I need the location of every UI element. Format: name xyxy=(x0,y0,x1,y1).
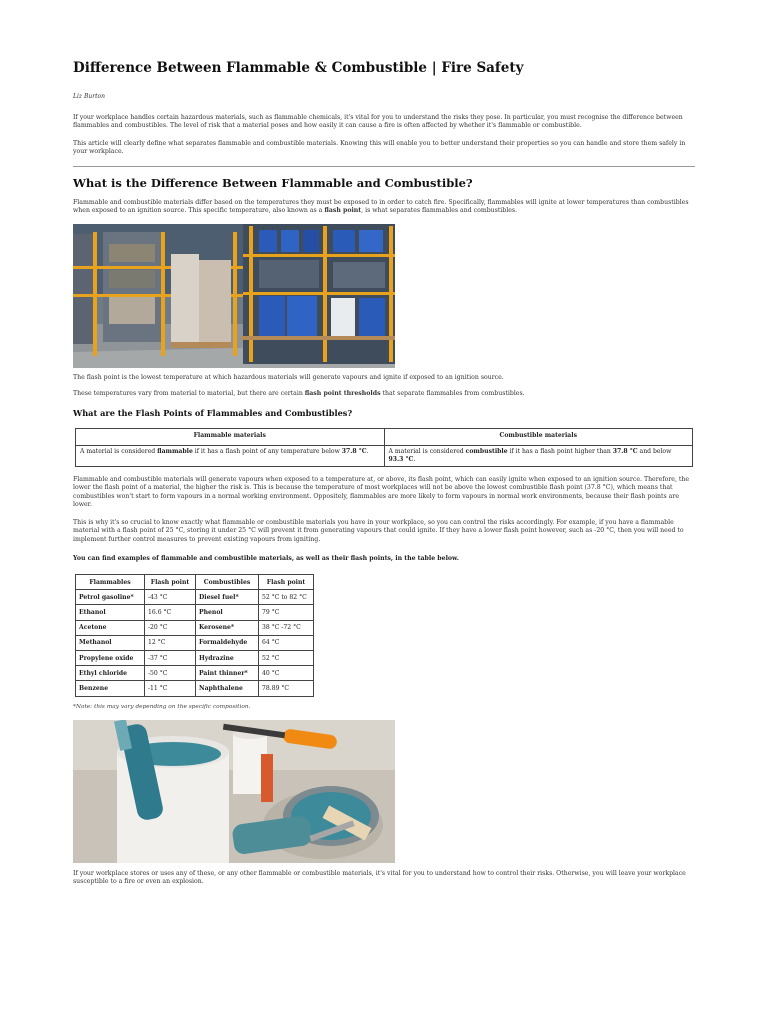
cell-temperature: 37.8 °C xyxy=(612,448,638,455)
flammable-flash-point: -50 °C xyxy=(145,666,196,681)
combustible-name: Formaldehyde xyxy=(196,635,259,650)
header-flammable: Flammable materials xyxy=(76,429,385,446)
warehouse-photo xyxy=(73,224,395,368)
difference-paragraph xyxy=(73,199,695,216)
combustible-flash-point: 52 °C xyxy=(259,650,314,665)
composition-note: *Note: this may vary depending on the specific composition. xyxy=(73,704,251,710)
thresholds-text-1: These temperatures vary from material to material, but there are certain xyxy=(73,390,305,397)
paint-photo xyxy=(73,720,395,863)
table-row xyxy=(76,666,314,681)
closing-paragraph: If your workplace stores or uses any of these, or any other flammable or combustible materials, it's vital for you to understand how to control their risks. Otherwise, you will leave your workplace susceptible to a fire or even an explosion. xyxy=(73,870,686,886)
combustible-name: Phenol xyxy=(196,605,259,620)
flammable-flash-point: -11 °C xyxy=(145,681,196,696)
flammable-name: Benzene xyxy=(76,681,145,696)
flammable-flash-point: 16.6 °C xyxy=(145,605,196,620)
flash-point-table xyxy=(75,574,314,697)
combustible-flash-point: 40 °C xyxy=(259,666,314,681)
flammable-name: Petrol gasoline* xyxy=(76,590,145,605)
flammable-definition-cell xyxy=(76,446,385,467)
cell-text: and below xyxy=(637,448,672,455)
section-divider xyxy=(73,166,695,167)
combustible-flash-point: 79 °C xyxy=(259,605,314,620)
flammable-name: Ethanol xyxy=(76,605,145,620)
header-flash-point: Flash point xyxy=(145,575,196,590)
threshold-table xyxy=(75,428,693,467)
cell-text: A material is considered xyxy=(388,448,466,455)
header-combustible: Combustible materials xyxy=(384,429,693,446)
article-title: Difference Between Flammable & Combustible | Fire Safety xyxy=(73,60,524,76)
combustible-flash-point: 78.89 °C xyxy=(259,681,314,696)
flash-point-term: flash point xyxy=(324,207,362,215)
combustible-name: Hydrazine xyxy=(196,650,259,665)
flash-point-definition: The flash point is the lowest temperature at which hazardous materials will generate vapours and ignite if exposed to an ignition source. xyxy=(73,374,504,381)
thresholds-text-2: that separate flammables from combustibles. xyxy=(380,390,525,397)
table-header-row xyxy=(76,429,693,446)
table-row xyxy=(76,605,314,620)
intro-paragraph-1: If your workplace handles certain hazardous materials, such as flammable chemicals, it's vital for you to understand the risks they pose. In particular, you must recognise the difference between flammables and combustibles. The level of risk that a material poses and how easily it can cause a fire is often affected by whether it's flammable or combustible. xyxy=(73,114,683,130)
flammable-flash-point: -37 °C xyxy=(145,650,196,665)
cell-temperature: 93.3 °C xyxy=(388,456,414,463)
flammable-flash-point: -43 °C xyxy=(145,590,196,605)
flammable-name: Acetone xyxy=(76,620,145,635)
difference-text-2: , is what separates flammables and combustibles. xyxy=(361,207,518,215)
cell-text: if it has a flash point higher than xyxy=(507,448,613,455)
cell-text: . xyxy=(413,456,416,463)
combustible-flash-point: 38 °C -72 °C xyxy=(259,620,314,635)
section-heading-flash-points: What are the Flash Points of Flammables and Combustibles? xyxy=(73,408,353,418)
table-row xyxy=(76,650,314,665)
table-row xyxy=(76,446,693,467)
cell-temperature: 37.8 °C xyxy=(341,448,367,455)
cell-text: if it has a flash point of any temperature below xyxy=(192,448,342,455)
flammable-flash-point: 12 °C xyxy=(145,635,196,650)
thresholds-paragraph xyxy=(73,390,695,398)
combustible-name: Kerosene* xyxy=(196,620,259,635)
control-risks-paragraph: This is why it's so crucial to know exactly what flammable or combustible materials you have in your workplace, so you can control the risks accordingly. For example, if you have a flammable material with a flash point of 25 °C, storing it under 25 °C will prevent it from generating vapours that could ignite. If they have a lower flash point however, such as -20 °C, then you will need to implement further control measures to prevent existing vapours from igniting. xyxy=(73,519,684,543)
table-row xyxy=(76,635,314,650)
cell-term: combustible xyxy=(465,448,508,455)
table-row xyxy=(76,590,314,605)
header-combustibles: Combustibles xyxy=(196,575,259,590)
difference-text-1: Flammable and combustible materials differ based on the temperatures they must be exposed to in order to catch fire. Specifically, flammables will ignite at lower temperatures than combustibles when exposed to an ignition source. This specific temperature, also known as a xyxy=(73,199,689,215)
flammable-name: Methanol xyxy=(76,635,145,650)
combustible-flash-point: 52 °C to 82 °C xyxy=(259,590,314,605)
author-name: Liz Burton xyxy=(73,93,106,100)
header-flash-point: Flash point xyxy=(259,575,314,590)
cell-term: flammable xyxy=(157,448,193,455)
intro-paragraph-2: This article will clearly define what separates flammable and combustible materials. Knowing this will enable you to better understand their properties so you can handle and store them safely in your workplace. xyxy=(73,140,686,156)
flammable-flash-point: -20 °C xyxy=(145,620,196,635)
thresholds-term: flash point thresholds xyxy=(304,390,381,397)
flammable-name: Propylene oxide xyxy=(76,650,145,665)
section-heading-difference: What is the Difference Between Flammable and Combustible? xyxy=(73,176,473,190)
cell-text: . xyxy=(366,448,369,455)
combustible-flash-point: 64 °C xyxy=(259,635,314,650)
combustible-name: Paint thinner* xyxy=(196,666,259,681)
table-row xyxy=(76,620,314,635)
combustible-name: Naphthalene xyxy=(196,681,259,696)
combustible-name: Diesel fuel* xyxy=(196,590,259,605)
header-flammables: Flammables xyxy=(76,575,145,590)
table-row xyxy=(76,681,314,696)
combustible-definition-cell xyxy=(384,446,693,467)
vapour-risk-paragraph: Flammable and combustible materials will generate vapours when exposed to a temperature at, or above, its flash point, which can easily ignite when exposed to an ignition source. Therefore, the lower the flash point of a material, the higher the risk is. This is because the temperature of most workplaces will not be above the lowest combustible flash point (37.8 °C), which means that combustibles won't start to form vapours in a normal working environment. Oppositely, flammables are more likely to form vapours in normal work environments, because their flash points are lower. xyxy=(73,476,690,509)
table-header-row xyxy=(76,575,314,590)
flammable-name: Ethyl chloride xyxy=(76,666,145,681)
table-intro: You can find examples of flammable and combustible materials, as well as their flash points, in the table below. xyxy=(73,555,459,562)
cell-text: A material is considered xyxy=(80,448,158,455)
